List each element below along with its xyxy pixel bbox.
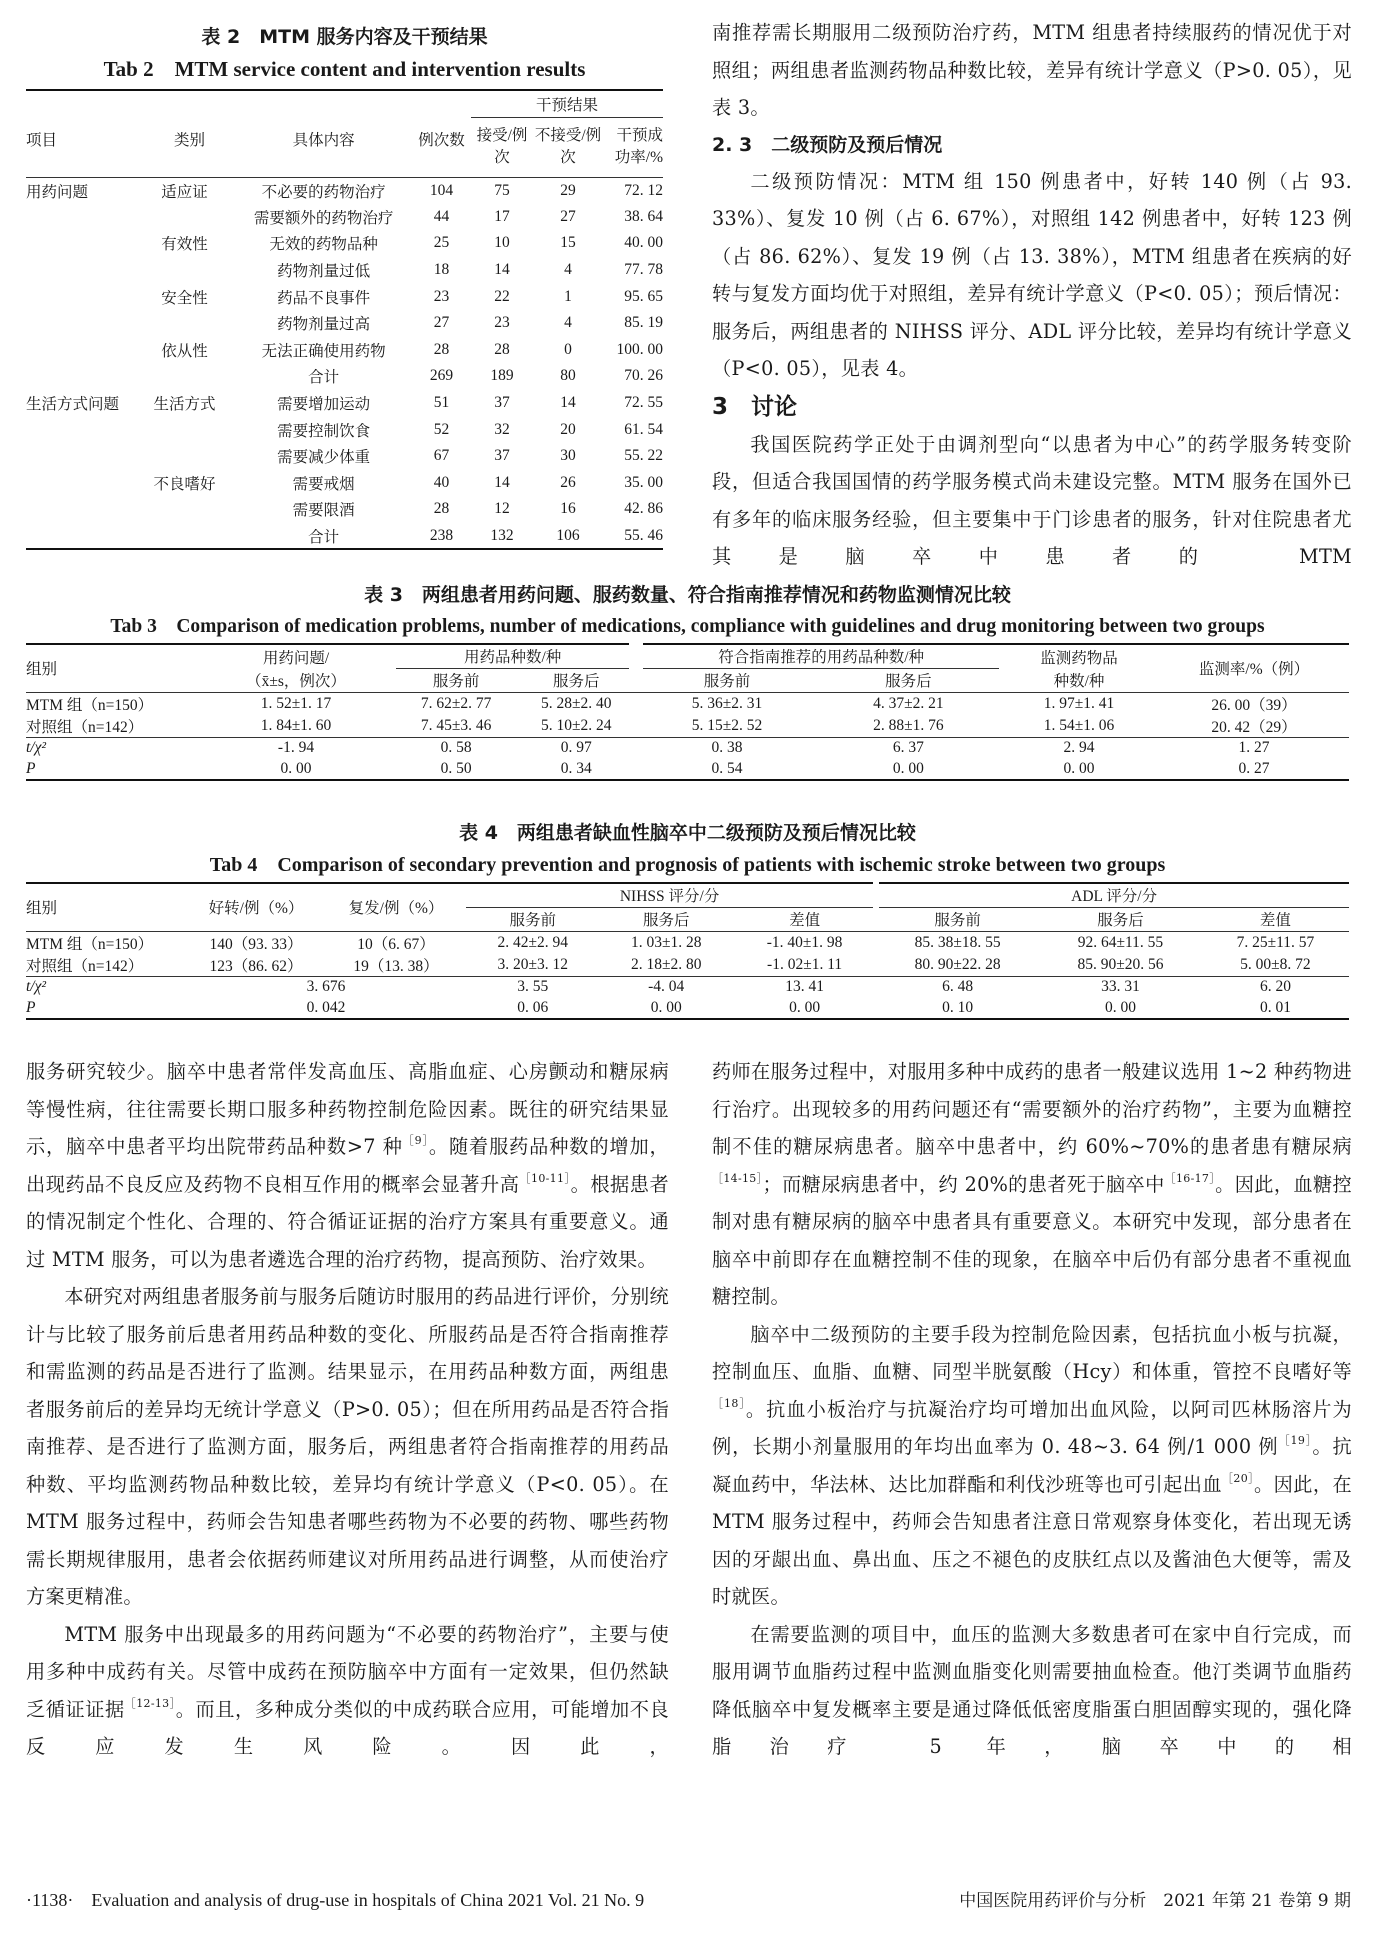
t3-cell-problems: 0. 00 bbox=[280, 759, 312, 777]
t2-cell-rate: 35. 00 bbox=[624, 473, 663, 491]
t2-cell-rate: 42. 86 bbox=[624, 500, 663, 518]
footer-left: ·1138· Evaluation and analysis of drug-use in hospitals of China 2021 Vol. 21 No. 9 bbox=[26, 1890, 645, 1910]
t2-cell-reject: 26 bbox=[560, 473, 576, 491]
t4-header-n-after: 服务后 bbox=[642, 912, 690, 929]
t3-cell-gl_before: 0. 38 bbox=[711, 739, 743, 756]
table-row bbox=[26, 283, 663, 310]
citation: ［19］ bbox=[1278, 1434, 1313, 1447]
t2-cell-reject: 14 bbox=[560, 394, 576, 412]
citation: ［12-13］ bbox=[124, 1696, 176, 1710]
t4-cell-a_before: 0. 10 bbox=[942, 998, 974, 1016]
table-row bbox=[26, 257, 663, 284]
t2-cell-accept: 28 bbox=[494, 340, 510, 358]
t2-cell-rate: 77. 78 bbox=[624, 261, 663, 279]
t2-cell-category bbox=[144, 363, 235, 390]
right-bottom-text bbox=[712, 1053, 1352, 1766]
t2-cell-item bbox=[26, 443, 144, 470]
table2-caption-en: Tab 2 MTM service content and intervention results bbox=[103, 57, 586, 81]
t2-cell-rate: 38. 64 bbox=[624, 207, 663, 225]
t2-cell-rate: 85. 19 bbox=[624, 314, 663, 332]
t2-cell-category bbox=[144, 310, 235, 337]
t2-cell-reject: 16 bbox=[560, 500, 576, 518]
table4 bbox=[26, 882, 1349, 1020]
table-row bbox=[26, 230, 663, 257]
t2-cell-reject: 0 bbox=[564, 340, 572, 358]
t2-cell-rate: 70. 26 bbox=[624, 367, 663, 385]
t2-cell-reject: 29 bbox=[560, 181, 576, 199]
table3 bbox=[26, 643, 1349, 781]
t3-cell-gl_after: 0. 00 bbox=[892, 759, 924, 777]
citation: ［16-17］ bbox=[1164, 1171, 1216, 1185]
t2-header-group: 干预结果 bbox=[471, 90, 663, 117]
t2-cell-item bbox=[26, 230, 144, 257]
t4-cell-merged: 0. 042 bbox=[306, 998, 346, 1016]
t3-cell-var_after: 0. 97 bbox=[560, 739, 592, 756]
footer-right: 中国医院用药评价与分析 2021 年第 21 卷第 9 期 bbox=[959, 1891, 1351, 1911]
t2-header-rate-text: 干预成功率/% bbox=[614, 127, 663, 166]
table-row bbox=[26, 310, 663, 337]
t3-cell-rate: 0. 27 bbox=[1238, 759, 1270, 777]
table-row bbox=[26, 390, 663, 417]
t3-cell-var_after: 5. 28±2. 40 bbox=[540, 694, 612, 712]
t4-cell-n_after: 1. 03±1. 28 bbox=[630, 933, 702, 951]
table-row bbox=[26, 177, 663, 204]
t4-header-nihss: NIHSS 评分/分 bbox=[466, 883, 876, 907]
t2-cell-count: 25 bbox=[433, 234, 450, 252]
t3-cell-monitor: 0. 00 bbox=[1063, 759, 1095, 777]
text: 。抗血小板治疗与抗凝治疗均可增加出血风险，以阿司匹林肠溶片为例，长期小剂量服用的年均出血率为 0. 48~3. 64 例/1 000 例 bbox=[712, 1397, 1352, 1458]
paragraph bbox=[26, 1053, 669, 1278]
t2-header-accept-text: 接受/例次 bbox=[476, 127, 528, 166]
t4-cell-n_before: 3. 20±3. 12 bbox=[497, 955, 568, 973]
t2-header-accept bbox=[471, 117, 533, 177]
text: 药师在服务过程中，对服用多种中成药的患者一般建议选用 1~2 种药物进行治疗。出现较多的用药问题还有“需要额外的治疗药物”，主要为血糖控制不佳的糖尿病患者。脑卒中患者中，约 60%~70%的患者患有糖尿病 bbox=[712, 1060, 1352, 1158]
t2-cell-reject: 30 bbox=[560, 447, 576, 465]
citation: ［10-11］ bbox=[519, 1171, 571, 1185]
t3-cell-gl_after: 2. 88±1. 76 bbox=[873, 716, 944, 734]
t2-cell-accept: 22 bbox=[494, 287, 510, 305]
table3-caption-en: Tab 3 Comparison of medication problems, number of medications, compliance with guidelines and drug monitoring between two groups bbox=[110, 616, 1265, 637]
t2-cell-reject: 1 bbox=[564, 287, 572, 305]
t4-cell-n_before: 3. 55 bbox=[517, 978, 549, 995]
t2-cell-count: 28 bbox=[433, 340, 450, 358]
t2-cell-accept: 189 bbox=[490, 367, 514, 385]
t2-cell-content: 药品不良事件 bbox=[277, 289, 371, 307]
t3-cell-gl_after: 4. 37±2. 21 bbox=[873, 694, 944, 712]
t3-cell-gl_before: 0. 54 bbox=[711, 759, 743, 777]
t3-cell-rate: 20. 42（29） bbox=[1211, 718, 1297, 736]
t4-cell-n_after: 2. 18±2. 80 bbox=[630, 955, 702, 973]
t4-cell-n_diff: -1. 02±1. 11 bbox=[767, 955, 843, 973]
paragraph bbox=[26, 1616, 669, 1766]
t2-cell-reject: 27 bbox=[560, 207, 576, 225]
t3-header-group: 组别 bbox=[26, 661, 58, 679]
t2-cell-item bbox=[26, 337, 144, 364]
t2-cell-count: 27 bbox=[433, 314, 450, 332]
t2-cell-item bbox=[26, 496, 144, 523]
table-row bbox=[26, 931, 1349, 954]
t2-cell-content: 需要限酒 bbox=[292, 502, 355, 520]
t2-cell-content: 无效的药物品种 bbox=[269, 236, 378, 254]
paragraph: 我国医院药学正处于由调剂型向“以患者为中心”的药学服务转变阶段，但适合我国国情的药学服务模式尚未建设完整。MTM 服务在国外已有多年的临床服务经验，但主要集中于门诊患者的服务，针对住院患者尤其是脑卒中患者的 MTM bbox=[712, 432, 1352, 568]
table-row bbox=[26, 759, 1349, 781]
t4-cell-recurred: 10（6. 67） bbox=[357, 935, 435, 953]
t2-cell-content: 不必要的药物治疗 bbox=[261, 183, 386, 201]
text: 服务研究较少。脑卒中患者常伴发高血压、高脂血症、心房颤动和糖尿病等慢性病，往往需要长期口服多种药物控制危险因素。既往的研究结果显示，脑卒中患者平均出院带药品种数>7 种 bbox=[26, 1060, 669, 1158]
t4-cell-a_diff: 0. 01 bbox=[1259, 998, 1291, 1016]
t3-header-monitor-2: 种数/种 bbox=[1053, 672, 1105, 690]
t2-cell-item: 生活方式问题 bbox=[26, 396, 120, 414]
t4-header-n-before: 服务前 bbox=[509, 912, 556, 929]
table-row bbox=[26, 204, 663, 231]
t2-cell-content: 合计 bbox=[308, 528, 340, 546]
t2-cell-rate: 40. 00 bbox=[624, 234, 663, 252]
table2-block bbox=[26, 22, 663, 550]
t2-cell-content: 药物剂量过高 bbox=[277, 316, 371, 334]
t4-cell-group: t/χ² bbox=[26, 978, 47, 995]
t2-cell-rate: 72. 12 bbox=[624, 181, 663, 199]
t4-cell-improved: 123（86. 62） bbox=[209, 957, 303, 975]
t3-cell-var_after: 5. 10±2. 24 bbox=[540, 716, 612, 734]
t4-cell-n_before: 2. 42±2. 94 bbox=[497, 933, 568, 951]
t4-cell-recurred: 19（13. 38） bbox=[353, 957, 439, 975]
t2-cell-rate: 95. 65 bbox=[624, 287, 663, 305]
t2-cell-category: 安全性 bbox=[161, 289, 208, 307]
paragraph bbox=[712, 1053, 1352, 1316]
t3-cell-monitor: 2. 94 bbox=[1063, 739, 1095, 756]
text: 。随着服药品种数的增加，出现药品不良反应及药物不良相互作用的概率会显著升高 bbox=[26, 1135, 669, 1196]
t2-header-item: 项目 bbox=[26, 131, 58, 149]
table-row bbox=[26, 496, 663, 523]
t2-cell-item bbox=[26, 310, 144, 337]
t2-cell-reject: 15 bbox=[560, 234, 576, 252]
t3-cell-gl_before: 5. 36±2. 31 bbox=[691, 694, 763, 712]
t2-cell-rate: 55. 46 bbox=[624, 526, 663, 544]
t2-cell-rate: 72. 55 bbox=[624, 394, 663, 412]
t2-cell-rate: 61. 54 bbox=[624, 420, 663, 438]
t2-cell-item bbox=[26, 257, 144, 284]
t2-cell-rate: 100. 00 bbox=[616, 340, 663, 358]
text: 。因此，在 MTM 服务过程中，药师会告知患者注意日常观察身体变化，若出现无诱因的牙龈出血、鼻出血、压之不褪色的皮肤红点以及酱油色大便等，需及时就医。 bbox=[712, 1472, 1352, 1608]
t2-cell-category: 依从性 bbox=[161, 342, 208, 360]
t3-cell-rate: 1. 27 bbox=[1238, 739, 1270, 756]
t2-cell-count: 238 bbox=[429, 526, 454, 544]
text: 。根据患者的情况制定个性化、合理的、符合循证证据的治疗方案具有重要意义。通过 MTM 服务，可以为患者遴选合理的治疗药物，提高预防、治疗效果。 bbox=[26, 1172, 670, 1271]
table-row bbox=[26, 337, 663, 364]
t2-cell-category bbox=[144, 523, 235, 550]
t2-cell-count: 44 bbox=[433, 207, 450, 225]
t2-cell-content: 需要减少体重 bbox=[277, 449, 371, 467]
t2-cell-accept: 37 bbox=[494, 447, 510, 465]
table3-caption-cn: 表 3 两组患者用药问题、服药数量、符合指南推荐情况和药物监测情况比较 bbox=[364, 584, 1011, 606]
t4-header-improved: 好转/例（%） bbox=[208, 900, 304, 918]
t3-header-rate: 监测率/%（例） bbox=[1198, 661, 1310, 679]
t2-header-category: 类别 bbox=[174, 131, 206, 149]
t4-cell-group: 对照组（n=142） bbox=[26, 957, 144, 975]
t3-cell-monitor: 1. 97±1. 41 bbox=[1043, 694, 1115, 712]
t2-cell-category: 不良嗜好 bbox=[153, 475, 216, 493]
t2-cell-item bbox=[26, 416, 144, 443]
t4-cell-a_before: 80. 90±22. 28 bbox=[914, 955, 1001, 973]
t4-cell-n_after: 0. 00 bbox=[650, 998, 682, 1016]
section-heading-3: 3 讨论 bbox=[712, 393, 798, 420]
t2-cell-content: 需要增加运动 bbox=[277, 396, 371, 414]
t2-cell-content: 药物剂量过低 bbox=[277, 263, 371, 281]
table4-block bbox=[26, 818, 1349, 1020]
t2-cell-rate: 55. 22 bbox=[624, 447, 663, 465]
t4-cell-a_after: 92. 64±11. 55 bbox=[1077, 933, 1164, 951]
t2-cell-count: 269 bbox=[429, 367, 454, 385]
t4-cell-n_after: -4. 04 bbox=[648, 978, 685, 995]
t2-cell-item bbox=[26, 470, 144, 497]
citation: ［14-15］ bbox=[712, 1171, 763, 1185]
t4-cell-a_after: 33. 31 bbox=[1101, 978, 1140, 995]
t2-cell-category bbox=[144, 496, 235, 523]
t2-cell-category bbox=[144, 204, 235, 231]
paragraph: 二级预防情况：MTM 组 150 例患者中，好转 140 例（占 93. 33%）、复发 10 例（占 6. 67%），对照组 142 例患者中，好转 123 例（占 86. 62%）、复发 19 例（占 13. 38%），MTM 组患者在疾病的好转与复发方面均优于对照组，差异有统计学意义（P<0. 05）；预后情况：服务后，两组患者的 NIHSS 评分、ADL 评分比较，差异均有统计学意义（P<0. 05），见表 4。 bbox=[712, 169, 1352, 380]
t2-cell-count: 51 bbox=[433, 394, 450, 412]
t4-header-n-diff: 差值 bbox=[789, 912, 821, 929]
table-row bbox=[26, 692, 1349, 715]
t4-cell-n_diff: 0. 00 bbox=[789, 998, 821, 1016]
paragraph: 南推荐需长期服用二级预防治疗药，MTM 组患者持续服药的情况优于对照组；两组患者监测药物品种数比较，差异有统计学意义（P>0. 05），见表 3。 bbox=[712, 21, 1352, 119]
t2-cell-reject: 80 bbox=[560, 367, 576, 385]
table4-caption-cn: 表 4 两组患者缺血性脑卒中二级预防及预后情况比较 bbox=[459, 822, 916, 844]
t4-header-a-before: 服务前 bbox=[934, 912, 981, 929]
t3-cell-group: t/χ² bbox=[26, 739, 47, 756]
text: 。抗凝血药中，华法林、达比加群酯和利伐沙班等也可引起出血 bbox=[712, 1435, 1352, 1496]
t3-header-var-before: 服务前 bbox=[432, 673, 480, 690]
t3-header-gl-after: 服务后 bbox=[885, 673, 932, 690]
table-row bbox=[26, 523, 663, 550]
t4-header-a-after: 服务后 bbox=[1097, 912, 1144, 929]
t2-cell-count: 67 bbox=[433, 447, 450, 465]
t3-cell-group: P bbox=[26, 759, 36, 777]
t3-cell-problems: 1. 84±1. 60 bbox=[260, 716, 332, 734]
table-row bbox=[26, 470, 663, 497]
table-row bbox=[26, 416, 663, 443]
t3-cell-monitor: 1. 54±1. 06 bbox=[1043, 716, 1115, 734]
t2-cell-accept: 12 bbox=[494, 500, 510, 518]
t3-cell-var_before: 7. 62±2. 77 bbox=[420, 694, 492, 712]
table-row bbox=[26, 715, 1349, 738]
t2-cell-content: 合计 bbox=[308, 369, 340, 387]
t2-header-content: 具体内容 bbox=[292, 131, 355, 149]
t3-header-varieties: 用药品种数/种 bbox=[396, 644, 636, 668]
t3-header-problems-2: （x̄±s，例次） bbox=[246, 672, 346, 690]
t4-cell-merged: 3. 676 bbox=[306, 978, 346, 995]
citation: ［9］ bbox=[402, 1134, 429, 1147]
text: 。而且，多种成分类似的中成药联合应用，可能增加不良反应发生风险。因此， bbox=[26, 1697, 670, 1758]
t4-cell-a_diff: 6. 20 bbox=[1259, 978, 1291, 995]
t2-cell-item bbox=[26, 363, 144, 390]
t2-cell-content: 需要戒烟 bbox=[292, 475, 355, 493]
table2-caption-cn: 表 2 MTM 服务内容及干预结果 bbox=[201, 26, 488, 48]
text: 脑卒中二级预防的主要手段为控制危险因素，包括抗血小板与抗凝，控制血压、血脂、血糖、同型半胱氨酸（Hcy）和体重，管控不良嗜好等 bbox=[712, 1322, 1352, 1383]
left-bottom-text bbox=[26, 1053, 669, 1766]
text: MTM 服务中出现最多的用药问题为“不必要的药物治疗”，主要与使用多种中成药有关。尽管中成药在预防脑卒中方面有一定效果，但仍然缺乏循证证据 bbox=[26, 1622, 669, 1721]
t2-cell-accept: 17 bbox=[494, 207, 510, 225]
t3-cell-gl_after: 6. 37 bbox=[892, 739, 924, 756]
t4-cell-group: MTM 组（n=150） bbox=[26, 935, 154, 953]
right-top-text bbox=[712, 14, 1352, 576]
t2-header-rate bbox=[603, 117, 663, 177]
t2-cell-count: 18 bbox=[433, 261, 450, 279]
table-row bbox=[26, 737, 1349, 759]
t4-header-adl: ADL 评分/分 bbox=[876, 883, 1349, 907]
t2-cell-category bbox=[144, 257, 235, 284]
table-row bbox=[26, 954, 1349, 977]
citation: ［20］ bbox=[1221, 1471, 1255, 1485]
t4-cell-a_before: 6. 48 bbox=[942, 978, 974, 995]
t2-cell-content: 需要控制饮食 bbox=[277, 422, 371, 440]
section-heading-2-3: 2. 3 二级预防及预后情况 bbox=[712, 133, 943, 156]
t4-header-group: 组别 bbox=[26, 900, 58, 918]
t3-header-gl-before: 服务前 bbox=[703, 673, 751, 690]
table2 bbox=[26, 89, 663, 550]
t3-cell-problems: -1. 94 bbox=[277, 739, 315, 756]
t2-cell-accept: 14 bbox=[494, 261, 510, 279]
text: ；而糖尿病患者中，约 20%的患者死于脑卒中 bbox=[762, 1172, 1165, 1196]
t4-cell-a_diff: 7. 25±11. 57 bbox=[1236, 933, 1315, 951]
table3-block bbox=[26, 580, 1349, 781]
t2-cell-item bbox=[26, 283, 144, 310]
t4-cell-a_after: 0. 00 bbox=[1104, 998, 1136, 1016]
t2-header-reject bbox=[533, 117, 603, 177]
t2-cell-count: 23 bbox=[433, 287, 450, 305]
t2-header-reject-text: 不接受/例次 bbox=[534, 127, 602, 166]
t4-cell-a_before: 85. 38±18. 55 bbox=[914, 933, 1001, 951]
t2-cell-accept: 132 bbox=[490, 526, 514, 544]
t4-cell-improved: 140（93. 33） bbox=[209, 935, 303, 953]
table4-caption-en: Tab 4 Comparison of secondary prevention and prognosis of patients with ischemic stroke between two groups bbox=[209, 854, 1166, 876]
t4-header-a-diff: 差值 bbox=[1259, 912, 1291, 929]
t3-header-var-after: 服务后 bbox=[552, 673, 600, 690]
table-row bbox=[26, 976, 1349, 998]
t4-cell-n_diff: 13. 41 bbox=[785, 978, 824, 995]
paragraph: 本研究对两组患者服务前与服务后随访时服用的药品进行评价，分别统计与比较了服务前后患者用药品种数的变化、所服药品是否符合指南推荐和需监测的药品是否进行了监测。结果显示，在用药品种数方面，两组患者服务前后的差异均无统计学意义（P>0. 05）；但在所用药品是否符合指南推荐、是否进行了监测方面，服务后，两组患者符合指南推荐的用药品种数、平均监测药物品种数比较，差异均有统计学意义（P<0. 05）。在 MTM 服务过程中，药师会告知患者哪些药物为不必要的药物、哪些药物需长期规律服用，患者会依据药师建议对所用药品进行调整，从而使治疗方案更精准。 bbox=[26, 1285, 669, 1608]
t2-cell-accept: 23 bbox=[494, 314, 510, 332]
t2-cell-content: 需要额外的药物治疗 bbox=[253, 209, 394, 227]
t2-cell-item bbox=[26, 204, 144, 231]
t3-cell-var_after: 0. 34 bbox=[560, 759, 592, 777]
t4-cell-a_after: 85. 90±20. 56 bbox=[1077, 955, 1164, 973]
t3-cell-group: MTM 组（n=150） bbox=[26, 696, 154, 714]
t4-cell-n_before: 0. 06 bbox=[517, 998, 549, 1016]
t3-header-problems-1: 用药问题/ bbox=[262, 649, 330, 667]
t2-header-count: 例次数 bbox=[418, 131, 465, 149]
t2-cell-category: 适应证 bbox=[161, 183, 208, 201]
t3-cell-gl_before: 5. 15±2. 52 bbox=[691, 716, 763, 734]
t3-cell-group: 对照组（n=142） bbox=[26, 718, 144, 736]
paragraph bbox=[712, 1316, 1352, 1616]
t3-cell-var_before: 0. 50 bbox=[440, 759, 472, 777]
t2-cell-count: 52 bbox=[433, 420, 450, 438]
t2-cell-category bbox=[144, 443, 235, 470]
t2-cell-accept: 10 bbox=[494, 234, 510, 252]
t2-cell-accept: 32 bbox=[494, 420, 510, 438]
t3-cell-rate: 26. 00（39） bbox=[1211, 696, 1297, 714]
table-row bbox=[26, 443, 663, 470]
t3-cell-problems: 1. 52±1. 17 bbox=[260, 694, 332, 712]
t2-cell-reject: 20 bbox=[560, 420, 576, 438]
citation: ［18］ bbox=[712, 1396, 746, 1410]
t4-header-recurred: 复发/例（%） bbox=[348, 900, 444, 918]
t2-cell-reject: 4 bbox=[564, 261, 572, 279]
t2-cell-item: 用药问题 bbox=[26, 183, 89, 201]
table-row bbox=[26, 363, 663, 390]
t3-cell-var_before: 0. 58 bbox=[440, 739, 472, 756]
t2-cell-count: 40 bbox=[433, 473, 450, 491]
t2-cell-accept: 14 bbox=[494, 473, 510, 491]
t2-cell-accept: 75 bbox=[494, 181, 510, 199]
table-row bbox=[26, 998, 1349, 1020]
t4-cell-n_diff: -1. 40±1. 98 bbox=[766, 933, 843, 951]
t2-cell-item bbox=[26, 523, 144, 550]
t3-cell-var_before: 7. 45±3. 46 bbox=[420, 716, 492, 734]
t2-cell-count: 104 bbox=[429, 181, 454, 199]
t2-cell-accept: 37 bbox=[494, 394, 510, 412]
t4-cell-group: P bbox=[26, 998, 36, 1016]
t2-cell-category: 生活方式 bbox=[153, 396, 216, 414]
t2-cell-category bbox=[144, 416, 235, 443]
t2-cell-count: 28 bbox=[433, 500, 450, 518]
t4-cell-a_diff: 5. 00±8. 72 bbox=[1240, 955, 1311, 973]
t2-cell-reject: 4 bbox=[564, 314, 572, 332]
t2-cell-reject: 106 bbox=[556, 526, 580, 544]
paragraph: 在需要监测的项目中，血压的监测大多数患者可在家中自行完成，而服用调节血脂药过程中监测血脂变化则需要抽血检查。他汀类调节血脂药降低脑卒中复发概率主要是通过降低低密度脂蛋白胆固醇实现的，强化降脂治疗 5 年，脑卒中的相 bbox=[712, 1622, 1352, 1758]
t3-header-guideline: 符合指南推荐的用药品种数/种 bbox=[636, 644, 999, 668]
t3-header-monitor-1: 监测药物品 bbox=[1040, 649, 1118, 667]
text: 。因此，血糖控制对患有糖尿病的脑卒中患者具有重要意义。本研究中发现，部分患者在脑卒中前即存在血糖控制不佳的现象，在脑卒中后仍有部分患者不重视血糖控制。 bbox=[712, 1172, 1352, 1308]
t2-cell-content: 无法正确使用药物 bbox=[261, 342, 386, 360]
t2-cell-category: 有效性 bbox=[161, 236, 208, 254]
